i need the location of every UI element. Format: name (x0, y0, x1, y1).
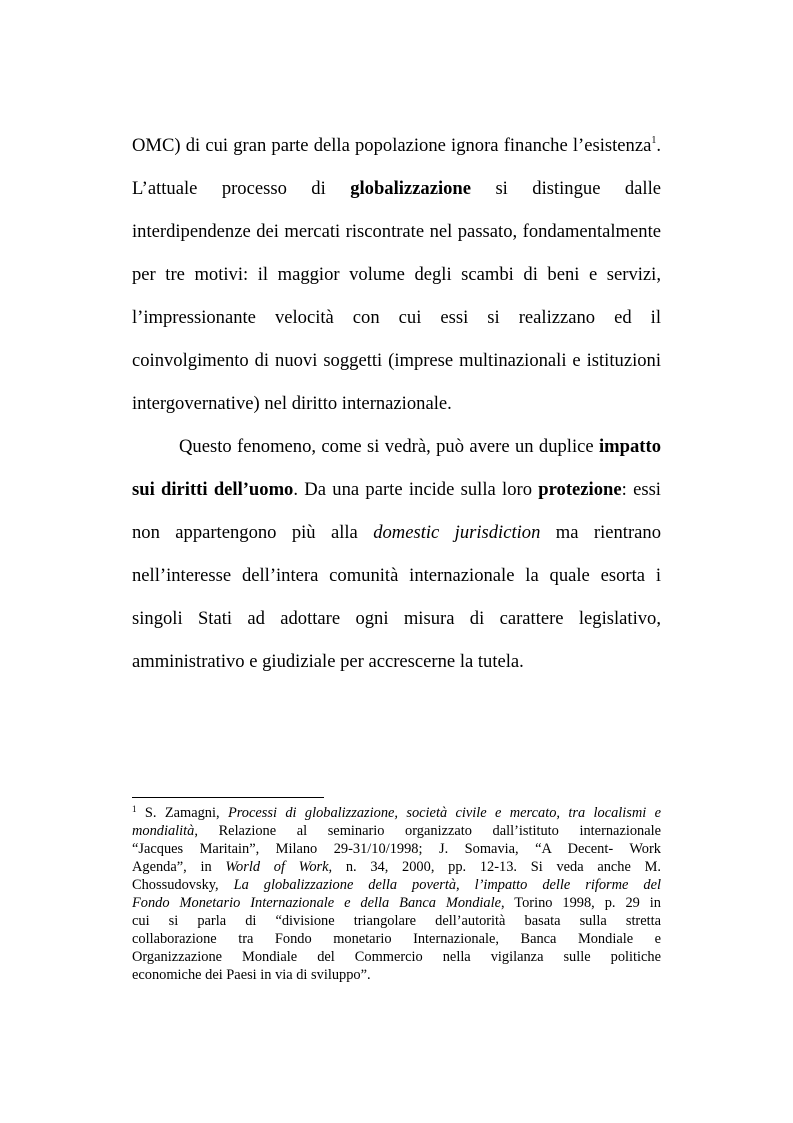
footnote-line (132, 840, 661, 858)
body-line (132, 597, 661, 640)
text-run: , Torino 1998, p. 29 in (501, 895, 661, 911)
body-line (132, 425, 661, 468)
footnote-reference: 1 (651, 135, 657, 146)
body-line (132, 382, 661, 425)
text-run: si distingue dalle (471, 178, 661, 199)
footnote-line (132, 822, 661, 840)
text-run: intergovernative) nel diritto internazionale. (132, 393, 452, 414)
body-line (132, 640, 661, 683)
footnote-line (132, 948, 661, 966)
bold-term: globalizzazione (350, 178, 472, 199)
body-line (132, 253, 661, 296)
footnote-line (132, 930, 661, 948)
footnote-separator (132, 797, 324, 798)
bold-term: protezione (538, 479, 622, 500)
text-run: L’attuale processo di (132, 178, 351, 199)
text-run: non appartengono più alla (132, 522, 374, 543)
text-run: amministrativo e giudiziale per accrescerne la tutela. (132, 651, 524, 672)
body-line (132, 511, 661, 554)
text-run: collaborazione tra Fondo monetario Internazionale, Banca Mondiale e (132, 931, 661, 947)
text-run: . (656, 135, 661, 156)
italic-term: mondialità (132, 823, 195, 839)
text-run: . Da una parte incide sulla loro (293, 479, 539, 500)
footnote-1 (132, 804, 661, 984)
text-run: per tre motivi: il maggior volume degli scambi di beni e servizi, (132, 264, 661, 285)
italic-term: domestic jurisdiction (373, 522, 541, 543)
text-run: : essi (621, 479, 661, 500)
body-line (132, 468, 661, 511)
text-run: OMC) di cui gran parte della popolazione ignora finanche l’esistenza (132, 135, 652, 156)
footnote-line (132, 858, 661, 876)
text-run: Questo fenomeno, come si vedrà, può avere un duplice (179, 436, 600, 457)
text-run: l’impressionante velocità con cui essi si realizzano ed il (132, 307, 661, 328)
bold-term: impatto (599, 436, 661, 457)
text-run: Agenda”, in (132, 859, 226, 875)
text-run: nell’interesse dell’intera comunità internazionale la quale esorta i (132, 565, 661, 586)
text-run: interdipendenze dei mercati riscontrate nel passato, fondamentalmente (132, 221, 661, 242)
text-run: n. 34, 2000, pp. 12-13. Si veda anche M. (332, 859, 661, 875)
footnote-marker: 1 (132, 804, 137, 814)
italic-term: Fondo Monetario Internazionale e della Banca Mondiale (132, 895, 502, 911)
body-line (132, 554, 661, 597)
text-run: economiche dei Paesi in via di sviluppo”. (132, 967, 371, 983)
bold-term: sui diritti dell’uomo (132, 479, 294, 500)
text-run: , Relazione al seminario organizzato dall’istituto internazionale (194, 823, 661, 839)
italic-term: Processi di globalizzazione, società civile e mercato, tra localismi e (227, 805, 662, 821)
text-run: Organizzazione Mondiale del Commercio nella vigilanza sulle politiche (132, 949, 661, 965)
body-line (132, 339, 661, 382)
footnote-line (132, 876, 661, 894)
text-run: S. Zamagni, (136, 805, 228, 821)
footnote-line (132, 804, 661, 822)
body-line (132, 167, 661, 210)
italic-term: La globalizzazione della povertà, l’impatto delle riforme del (233, 877, 661, 893)
text-run: “Jacques Maritain”, Milano 29-31/10/1998; J. Somavia, “A Decent- Work (132, 841, 661, 857)
text-run: singoli Stati ad adottare ogni misura di carattere legislativo, (132, 608, 661, 629)
body-line (132, 124, 661, 167)
body-line (132, 296, 661, 339)
footnote-line (132, 966, 661, 984)
italic-term: World of Work, (225, 859, 333, 875)
body-text (132, 124, 661, 683)
text-run: ma rientrano (540, 522, 661, 543)
text-run: cui si parla di “divisione triangolare dell’autorità basata sulla stretta (132, 913, 661, 929)
body-line (132, 210, 661, 253)
text-run: coinvolgimento di nuovi soggetti (imprese multinazionali e istituzioni (132, 350, 661, 371)
text-run: Chossudovsky, (132, 877, 234, 893)
footnote-line (132, 894, 661, 912)
footnote-line (132, 912, 661, 930)
